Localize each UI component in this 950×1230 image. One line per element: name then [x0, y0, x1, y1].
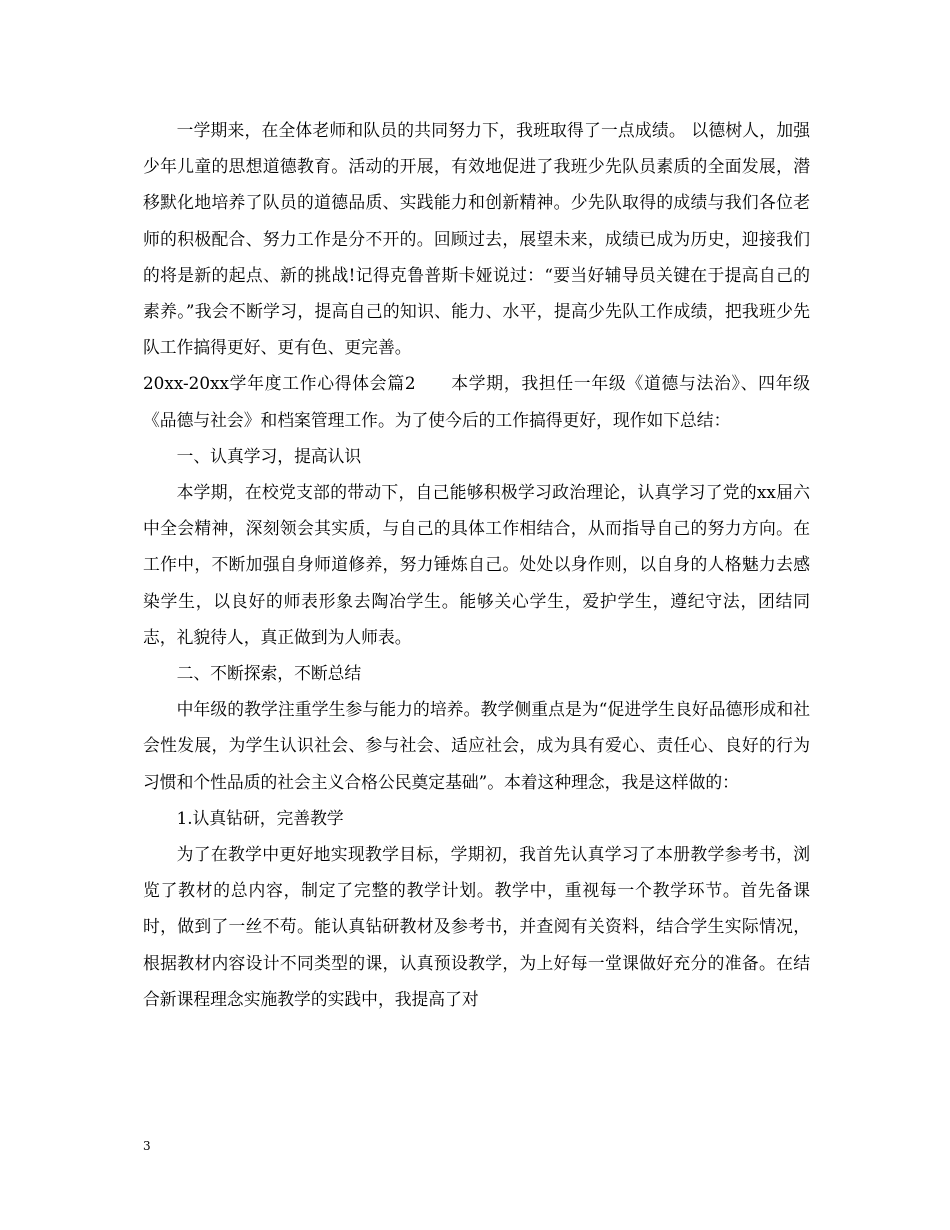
section-heading-2: 二、不断探索，不断总结 — [176, 663, 362, 684]
section-heading-1: 一、认真学习，提高认识 — [176, 445, 362, 466]
page-number: 3 — [143, 1139, 151, 1153]
subsection-heading-1: 1.认真钻研，完善教学 — [176, 807, 344, 828]
paragraph-article-2-intro: 20xx-20xx学年度工作心得体会篇2 本学期，我担任一年级《道德与法治》、四年级《品德与社会》和档案管理工作。为了使今后的工作搞得更好，现作如下总结： — [143, 373, 810, 430]
paragraph-teaching-prep: 为了在教学中更好地实现教学目标，学期初，我首先认真学习了本册教学参考书，浏览了教材的总内容，制定了完整的教学计划。教学中，重视每一个教学环节。首先备课时，做到了一丝不苟。能认真钻研教材及参考书，并查阅有关资料，结合学生实际情况，根据教材内容设计不同类型的课，认真预设教学，为上好每一堂课做好充分的准备。在结合新课程理念实施教学的实践中，我提高了对 — [143, 844, 810, 1009]
paragraph-teaching-focus: 中年级的教学注重学生参与能力的培养。教学侧重点是为“促进学生良好品德形成和社会性发展，为学生认识社会、参与社会、适应社会，成为具有爱心、责任心、良好的行为习惯和个性品质的社会主义合格公民奠定基础”。本着这种理念，我是这样做的： — [143, 699, 810, 792]
document-body — [143, 112, 810, 1017]
paragraph-study: 本学期，在校党支部的带动下，自己能够积极学习政治理论，认真学习了党的xx届六中全会精神，深刻领会其实质，与自己的具体工作相结合，从而指导自己的努力方向。在工作中，不断加强自身师道修养，努力锤炼自己。处处以身作则，以自身的人格魅力去感染学生，以良好的师表形象去陶冶学生。能够关心学生，爱护学生，遵纪守法，团结同志，礼貌待人，真正做到为人师表。 — [143, 482, 810, 647]
paragraph-summary: 一学期来，在全体老师和队员的共同努力下，我班取得了一点成绩。 以德树人，加强少年儿童的思想道德教育。活动的开展，有效地促进了我班少先队员素质的全面发展，潜移默化地培养了队员的道德品质、实践能力和创新精神。少先队取得的成绩与我们各位老师的积极配合、努力工作是分不开的。回顾过去，展望未来，成绩已成为历史，迎接我们的将是新的起点、新的挑战!记得克鲁普斯卡娅说过：“要当好辅导员关键在于提高自己的素养。”我会不断学习，提高自己的知识、能力、水平，提高少先队工作成绩，把我班少先队工作搞得更好、更有色、更完善。 — [143, 120, 810, 358]
